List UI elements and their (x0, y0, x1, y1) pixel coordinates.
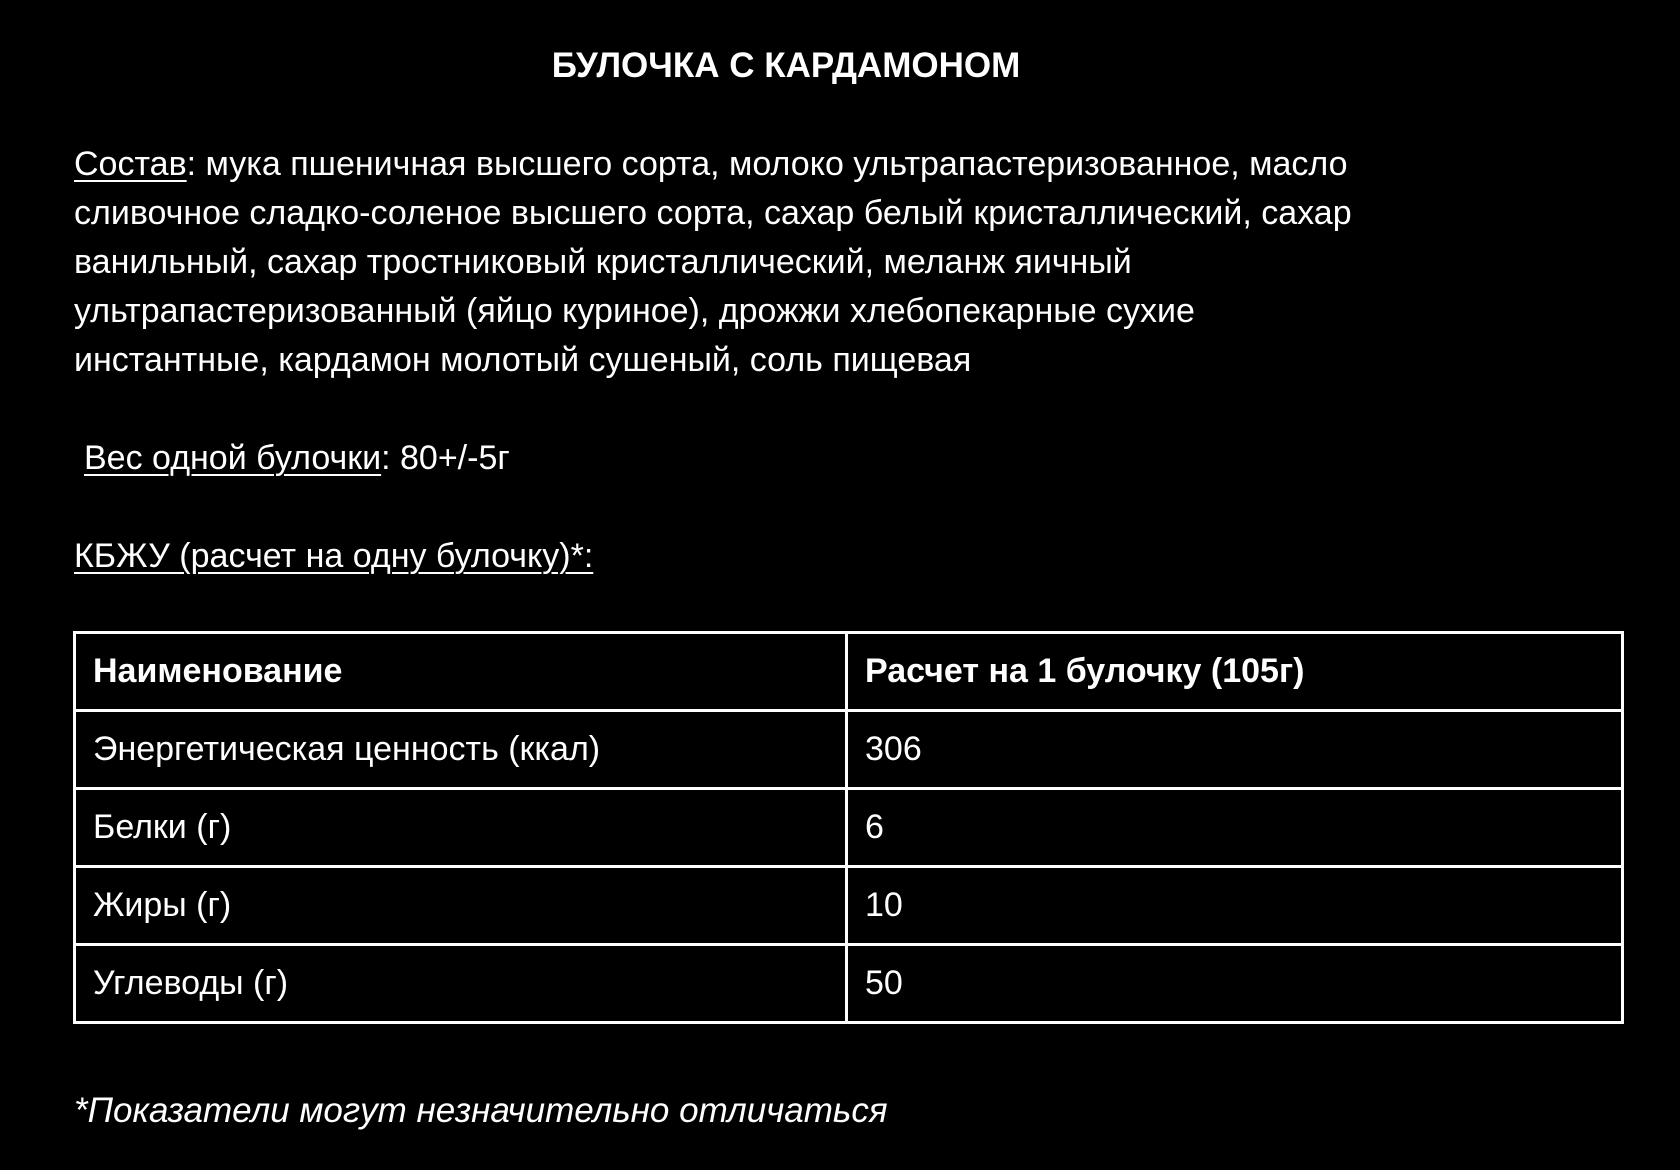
table-row (75, 867, 1623, 945)
composition-line: ультрапастеризованный (яйцо куриное), дрожжи хлебопекарные сухие (74, 292, 1195, 330)
table-cell-value: 6 (847, 789, 1623, 867)
table-cell-name: Белки (г) (75, 789, 847, 867)
weight-label: Вес одной булочки (84, 439, 382, 477)
table-cell-name: Углеводы (г) (75, 945, 847, 1023)
footnote: *Показатели могут незначительно отличаться (74, 1091, 888, 1130)
table-row (75, 711, 1623, 789)
table-cell-name: Жиры (г) (75, 867, 847, 945)
kbju-heading: КБЖУ (расчет на одну булочку)*: (74, 537, 594, 575)
table-cell-name: Энергетическая ценность (ккал) (75, 711, 847, 789)
composition-line: сливочное сладко-соленое высшего сорта, сахар белый кристаллический, сахар (74, 194, 1352, 232)
composition-line: инстантные, кардамон молотый сушеный, соль пищевая (74, 341, 972, 379)
composition-section (74, 140, 1594, 385)
nutrition-table (73, 631, 1624, 1024)
table-cell-value: 306 (847, 711, 1623, 789)
composition-label: Состав (74, 145, 187, 183)
table-cell-value: 50 (847, 945, 1623, 1023)
table-row (75, 789, 1623, 867)
table-header-row (75, 633, 1623, 711)
composition-separator: : (186, 145, 197, 183)
composition-text: мука пшеничная высшего сорта, молоко ультрапастеризованное, масло (196, 145, 1348, 183)
table-header-value: Расчет на 1 булочку (105г) (847, 633, 1623, 711)
table-cell-value: 10 (847, 867, 1623, 945)
table-row (75, 945, 1623, 1023)
composition-line: ванильный, сахар тростниковый кристаллический, меланж яичный (74, 243, 1132, 281)
composition-line (74, 140, 1594, 189)
weight-value: : 80+/-5г (381, 439, 510, 477)
table-header-name: Наименование (75, 633, 847, 711)
page-title: БУЛОЧКА С КАРДАМОНОМ (551, 46, 1021, 85)
weight-line (84, 434, 510, 482)
